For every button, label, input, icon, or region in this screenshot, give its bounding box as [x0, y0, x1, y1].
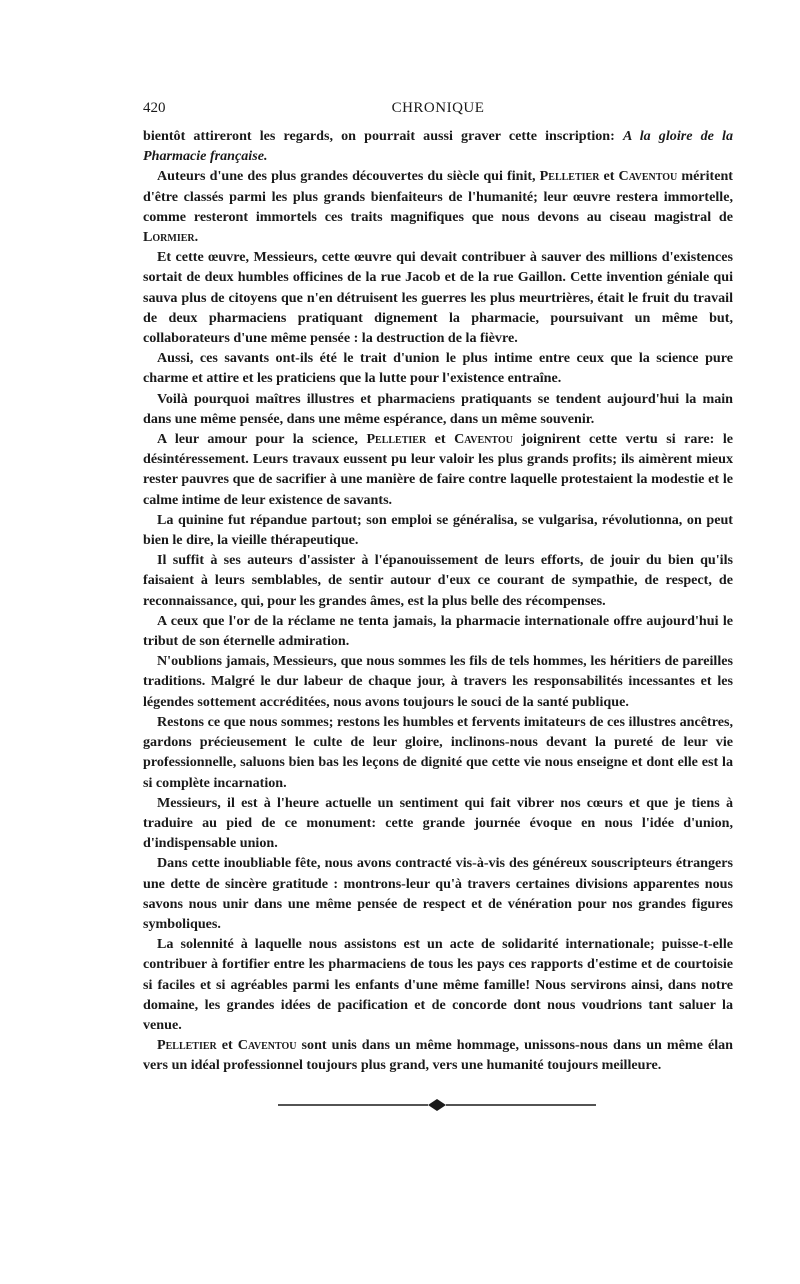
text-segment: et: [426, 431, 455, 448]
text-segment: joignirent cette vertu si rare: le désintéressement. Leurs travaux eussent pu leur valoir les plus grands profits; ils aimèrent mieux rester pauvres que de sacrifier à une manière de faire contre laquelle protestaient la modestie et le calme intime de leur existence de savants.: [143, 431, 734, 508]
text-segment: Voilà pourquoi maîtres illustres et pharmaciens pratiquants se tendent aujourd'hui la main dans une même pensée, dans une même espérance, dans un même souvenir.: [143, 390, 733, 427]
closing-ornament: [278, 1095, 596, 1115]
text-segment: Restons ce que nous sommes; restons les humbles et fervents imitateurs de ces illustres ancêtres, gardons précieusement le culte de leur gloire, inclinons-nous devant la pureté de leur vie professionnelle, saluons bien bas les leçons de dignité que cette vie nous enseigne et dont elle est la si complète incarnation.: [143, 713, 733, 791]
text-segment: Il suffit à ses auteurs d'assister à l'épanouissement de leurs efforts, de jouir du bien qu'ils faisaient à leurs semblables, de sentir autour d'eux ce courant de sympathie, de respect, de reconnaissance, qui, pour les grandes âmes, est la plus belle des récompenses.: [143, 552, 733, 609]
paragraph: [143, 126, 733, 166]
italic-text: A la gloire de la Pharmacie française.: [143, 128, 733, 165]
paragraph: [143, 247, 733, 348]
text-segment: et: [216, 1037, 238, 1054]
text-segment: A ceux que l'or de la réclame ne tenta jamais, la pharmacie internationale offre aujourd'hui le tribut de son éternelle admiration.: [143, 612, 733, 650]
paragraph: [143, 348, 733, 388]
page-header: [143, 100, 733, 122]
paragraph: [143, 651, 733, 712]
text-segment: Aussi, ces savants ont-ils été le trait d'union le plus intime entre ceux que la science pure charme et attire et les praticiens que la lutte pour l'existence entraîne.: [143, 350, 733, 387]
person-name: Caventou: [237, 1037, 297, 1054]
ornament-diamond-icon: [428, 1099, 446, 1111]
text-segment: bientôt attireront les regards, on pourrait aussi graver cette inscription:: [143, 128, 623, 144]
text-segment: N'oublions jamais, Messieurs, que nous sommes les fils de tels hommes, les héritiers de pareilles traditions. Malgré le dur labeur de chaque jour, à travers les responsabilités incessantes et les légendes sottement accréditées, nous avons toujours le souci de la santé publique.: [143, 653, 733, 710]
text-segment: sont unis dans un même hommage, unissons-nous dans un même élan vers un idéal professionnel toujours plus grand, vers une humanité toujours meilleure.: [143, 1037, 734, 1074]
person-name: Caventou: [454, 431, 513, 448]
text-segment: Messieurs, il est à l'heure actuelle un sentiment qui fait vibrer nos cœurs et que je tiens à traduire au pied de ce monument: cette grande journée évoque en nous l'idée d'union, d'indispensable union.: [143, 794, 733, 852]
paragraph: [143, 712, 733, 793]
running-title: CHRONIQUE: [391, 100, 485, 116]
paragraph: [143, 611, 733, 651]
paragraph: [143, 429, 733, 510]
text-segment: Et cette œuvre, Messieurs, cette œuvre qui devait contribuer à sauver des millions d'existences sortait de deux humbles officines de la rue Jacob et de la rue Gaillon. Cette invention géniale qui sauva plus de citoyens que n'en détruisent les guerres les plus meurtrières, était le fruit du travail de deux pharmaciens pratiquant dignement la pharmacie, poursuivant un même but, collaborateurs d'une même pensée : la destruction de la fièvre.: [143, 249, 733, 347]
text-segment: et: [599, 168, 619, 185]
paragraph: [143, 793, 733, 854]
text-segment: .: [194, 229, 199, 246]
person-name: Pelletier: [366, 431, 427, 448]
person-name: Lormier: [143, 229, 195, 246]
page-number: 420: [143, 100, 166, 116]
paragraph: [143, 934, 733, 1035]
text-segment: Auteurs d'une des plus grandes découvertes du siècle qui finit,: [157, 168, 540, 185]
person-name: Caventou: [618, 168, 678, 185]
text-segment: A leur amour pour la science,: [157, 431, 367, 448]
text-segment: méritent d'être classés parmi les plus grands bienfaiteurs de l'humanité; leur œuvre restera immortelle, comme resteront immortels ces traits magnifiques que nous devons au ciseau magistral de: [143, 168, 733, 225]
paragraph: [143, 510, 733, 550]
body-text: [143, 126, 733, 1076]
text-segment: Dans cette inoubliable fête, nous avons contracté vis-à-vis des généreux souscripteurs étrangers une dette de sincère gratitude : montrons-leur qu'à travers certaines divisions apparentes nous savons nous unir dans une même pensée de respect et de vénération pour nos grandes figures symboliques.: [143, 855, 733, 932]
paragraph: [143, 1035, 733, 1075]
paragraph: [143, 853, 733, 934]
person-name: Pelletier: [157, 1037, 217, 1054]
page-content: [143, 100, 733, 1076]
text-segment: La quinine fut répandue partout; son emploi se généralisa, se vulgarisa, révolutionna, on peut bien le dire, la vieille thérapeutique.: [143, 511, 733, 549]
person-name: Pelletier: [539, 168, 600, 185]
text-segment: La solennité à laquelle nous assistons est un acte de solidarité internationale; puisse-t-elle contribuer à fortifier entre les pharmaciens de tous les pays ces rapports d'estime et de courtoisie si faciles et si agréables parmi les enfants d'une même famille! Nous servirons ainsi, dans notre domaine, les grandes idées de pacification et de concorde dont nous voudrions tant saluer la venue.: [143, 936, 733, 1033]
paragraph: [143, 550, 733, 611]
paragraph: [143, 389, 733, 429]
paragraph: [143, 166, 733, 247]
